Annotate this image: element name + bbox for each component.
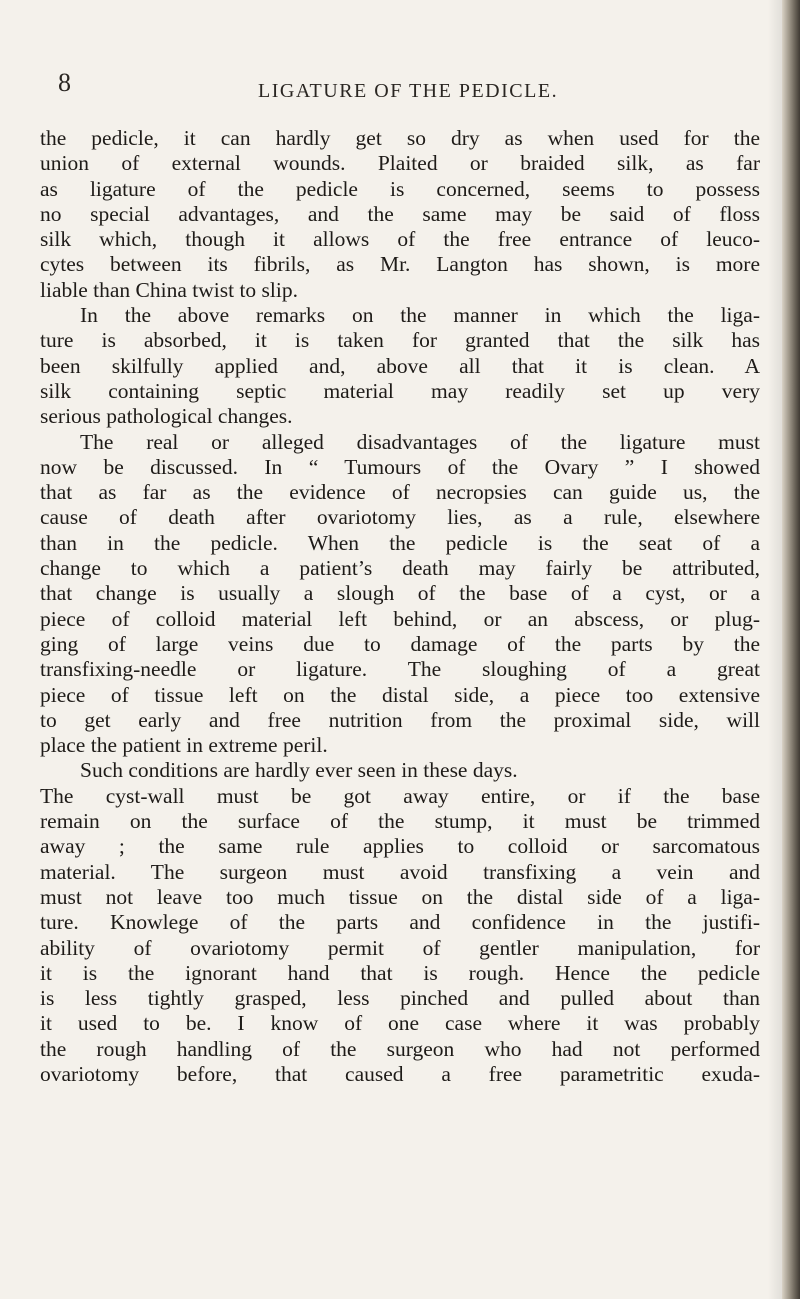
text-line: ture. Knowlege of the parts and confidence in the justifi- [40,910,760,935]
text-line: The real or alleged disadvantages of the ligature must [80,429,760,454]
text-line: now be discussed. In “ Tumours of the Ovary ” I showed [40,454,760,479]
text-line: remain on the surface of the stump, it must be trimmed [40,809,760,834]
text-line: place the patient in extreme peril. [40,733,328,758]
page-edge [782,0,800,1299]
text-line: ture is absorbed, it is taken for granted that the silk has [40,328,760,353]
text-line: away ; the same rule applies to colloid or sarcomatous [40,834,760,859]
text-line: piece of colloid material left behind, or an abscess, or plug- [40,606,760,631]
text-line: union of external wounds. Plaited or braided silk, as far [40,151,760,176]
text-line: that as far as the evidence of necropsies can guide us, the [40,480,760,505]
text-line: serious pathological changes. [40,404,293,429]
text-line: cause of death after ovariotomy lies, as a rule, elsewhere [40,505,760,530]
text-line: to get early and free nutrition from the proximal side, will [40,707,760,732]
text-line: it used to be. I know of one case where it was probably [40,1011,760,1036]
text-line: than in the pedicle. When the pedicle is the seat of a [40,530,760,555]
gutter-shadow [768,0,782,1299]
text-line: is less tightly grasped, less pinched and pulled about than [40,986,760,1011]
page-header [58,68,758,108]
text-line: the pedicle, it can hardly get so dry as when used for the [40,126,760,150]
page-number: 8 [58,68,71,97]
text-line: must not leave too much tissue on the distal side of a liga- [40,884,760,909]
text-line: been skilfully applied and, above all that it is clean. A [40,353,760,378]
text-line: Such conditions are hardly ever seen in these days. [80,758,518,783]
text-line: it is the ignorant hand that is rough. Hence the pedicle [40,960,760,985]
text-line: as ligature of the pedicle is concerned, seems to possess [40,176,760,201]
text-line: piece of tissue left on the distal side, a piece too extensive [40,682,760,707]
text-line: the rough handling of the surgeon who had not performed [40,1036,760,1061]
text-line: change to which a patient’s death may fairly be attributed, [40,556,760,581]
text-line: cytes between its fibrils, as Mr. Langton has shown, is more [40,252,760,277]
text-line: no special advantages, and the same may be said of floss [40,201,760,226]
text-line: liable than China twist to slip. [40,277,298,302]
text-line: ability of ovariotomy permit of gentler manipulation, for [40,935,760,960]
running-head: LIGATURE OF THE PEDICLE. [258,80,559,102]
text-line: ovariotomy before, that caused a free parametritic exuda- [40,1061,760,1086]
text-line: ging of large veins due to damage of the parts by the [40,631,760,656]
text-line: silk containing septic material may readily set up very [40,378,760,403]
text-line: material. The surgeon must avoid transfixing a vein and [40,859,760,884]
text-line: transfixing-needle or ligature. The sloughing of a great [40,657,760,682]
text-line: The cyst-wall must be got away entire, or if the base [40,783,760,808]
text-line: silk which, though it allows of the free entrance of leuco- [40,227,760,252]
text-line: that change is usually a slough of the base of a cyst, or a [40,581,760,606]
text-line: In the above remarks on the manner in which the liga- [80,303,760,328]
body-text [40,126,760,1087]
